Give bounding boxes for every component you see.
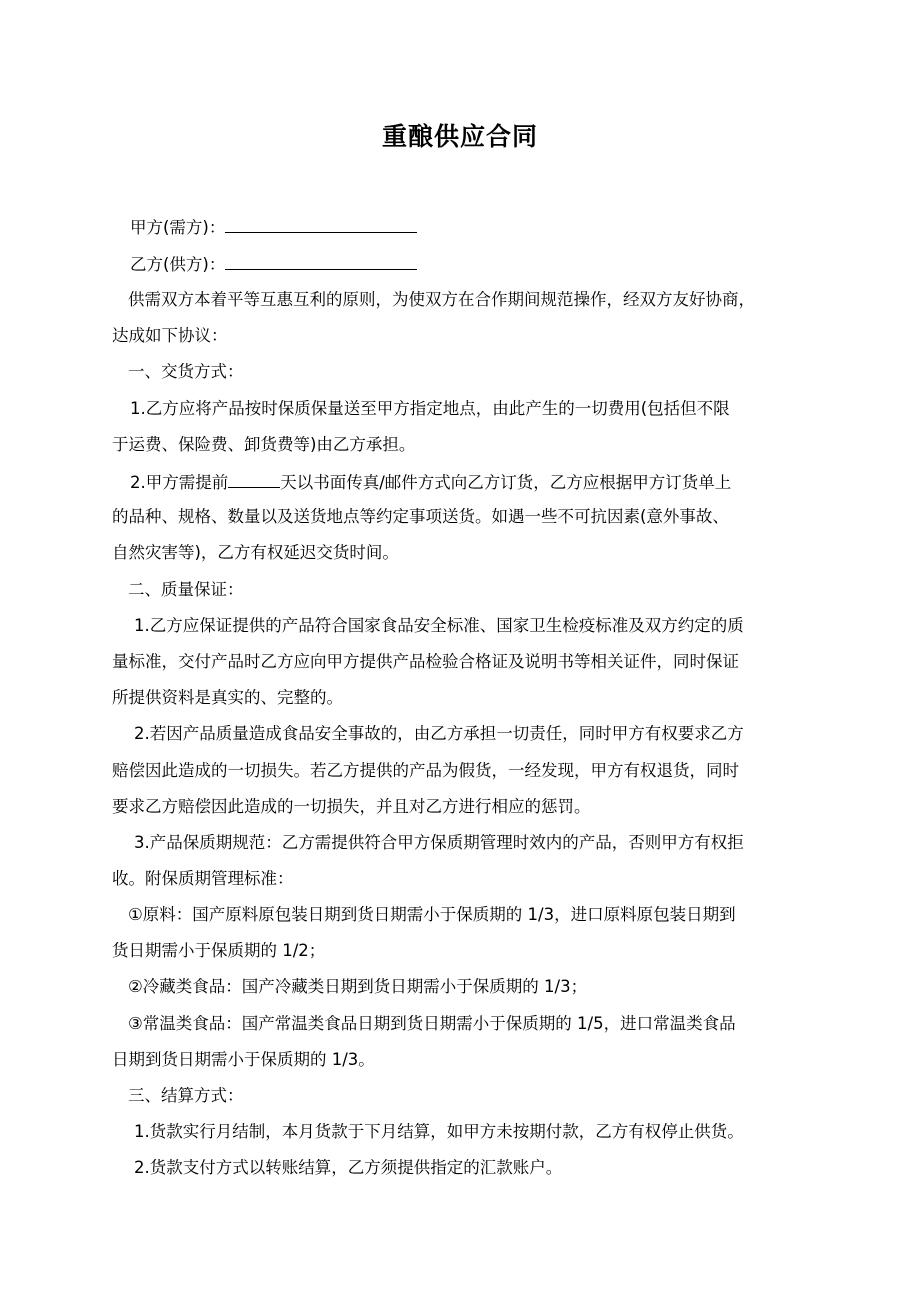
- party-b-label: 乙方(供方)：: [130, 255, 226, 274]
- sec2-clause2-line3: 要求乙方赔偿因此造成的一切损失，并且对乙方进行相应的惩罚。: [112, 797, 591, 816]
- party-b-blank: [225, 251, 417, 270]
- sec2-clause1-line2: 量标准，交付产品时乙方应向甲方提供产品检验合格证及说明书等相关证件，同时保证: [112, 652, 739, 671]
- sec2-clause2-line2: 赔偿因此造成的一切损失。若乙方提供的产品为假货，一经发现，甲方有权退货，同时: [112, 761, 739, 780]
- sec1-clause2-text-b: 天以书面传真/邮件方式向乙方订货，乙方应根据甲方订货单上: [280, 473, 732, 492]
- days-blank: [228, 469, 280, 488]
- sec1-clause2-line2: 的品种、规格、数量以及送货地点等约定事项送货。如遇一些不可抗因素(意外事故、: [112, 507, 729, 526]
- sec2-clause1-line3: 所提供资料是真实的、完整的。: [112, 688, 343, 707]
- shelf-life-item-3-line2: 日期到货日期需小于保质期的 1/3。: [112, 1050, 375, 1069]
- party-b-line: [130, 251, 850, 277]
- section-3-heading: 三、结算方式：: [128, 1086, 244, 1105]
- shelf-life-item-1-line2: 货日期需小于保质期的 1/2；: [112, 941, 326, 960]
- intro-line-1: 供需双方本着平等互惠互利的原则，为使双方在合作期间规范操作，经双方友好协商，: [128, 290, 755, 309]
- sec2-clause3-line2: 收。附保质期管理标准：: [112, 869, 294, 888]
- section-2-heading: 二、质量保证：: [128, 580, 244, 599]
- sec2-clause2-line1: 2.若因产品质量造成食品安全事故的，由乙方承担一切责任，同时甲方有权要求乙方: [134, 724, 744, 743]
- sec1-clause2-text-a: 2.甲方需提前: [130, 473, 229, 492]
- document-title: 重酿供应合同: [381, 122, 538, 151]
- party-a-line: [130, 214, 850, 240]
- shelf-life-item-3-line1: ③常温类食品：国产常温类食品日期到货日期需小于保质期的 1/5，进口常温类食品: [128, 1014, 736, 1033]
- party-a-blank: [225, 214, 417, 233]
- shelf-life-item-1-line1: ①原料：国产原料原包装日期到货日期需小于保质期的 1/3，进口原料原包装日期到: [128, 905, 736, 924]
- sec1-clause1-line2: 于运费、保险费、卸货费等)由乙方承担。: [112, 435, 416, 454]
- party-a-label: 甲方(需方)：: [130, 218, 226, 237]
- sec1-clause2-line3: 自然灾害等)，乙方有权延迟交货时间。: [112, 543, 399, 562]
- sec2-clause1-line1: 1.乙方应保证提供的产品符合国家食品安全标准、国家卫生检疫标准及双方约定的质: [134, 616, 744, 635]
- sec1-clause2-line1: [130, 469, 850, 495]
- sec3-clause1: 1.货款实行月结制，本月货款于下月结算，如甲方未按期付款，乙方有权停止供货。: [134, 1122, 744, 1141]
- sec1-clause1-line1: 1.乙方应将产品按时保质保量送至甲方指定地点，由此产生的一切费用(包括但不限: [130, 399, 730, 418]
- shelf-life-item-2: ②冷藏类食品：国产冷藏类日期到货日期需小于保质期的 1/3；: [128, 977, 588, 996]
- sec2-clause3-line1: 3.产品保质期规范：乙方需提供符合甲方保质期管理时效内的产品，否则甲方有权拒: [134, 833, 744, 852]
- section-1-heading: 一、交货方式：: [128, 362, 244, 381]
- sec3-clause2: 2.货款支付方式以转账结算，乙方须提供指定的汇款账户。: [134, 1158, 563, 1177]
- intro-line-2: 达成如下协议：: [112, 326, 228, 345]
